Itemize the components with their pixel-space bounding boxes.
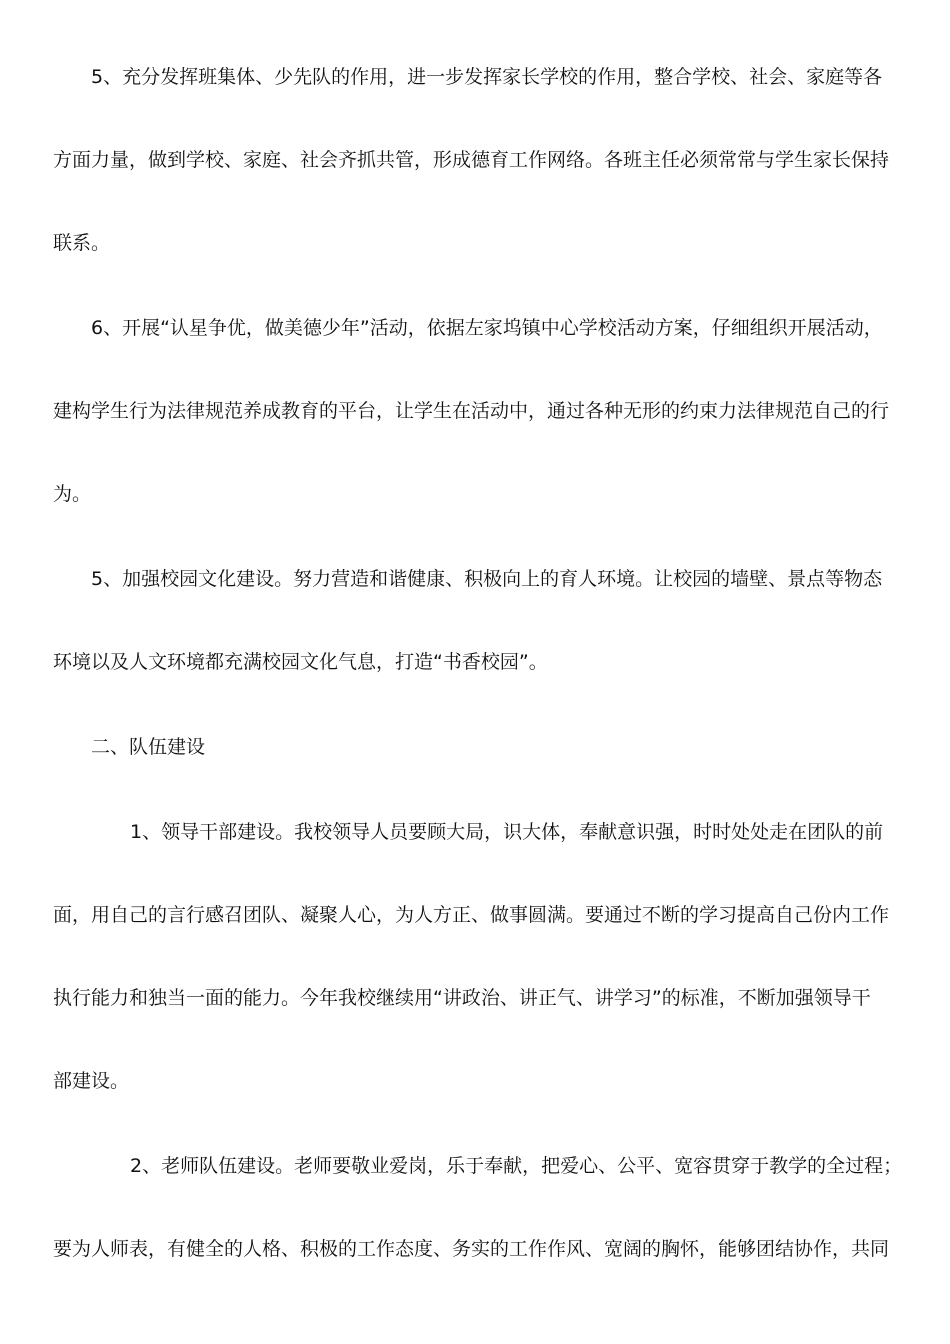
paragraph-line: 建构学生行为法律规范养成教育的平台，让学生在活动中，通过各种无形的约束力法律规范自己的行 xyxy=(53,400,890,422)
paragraph-line: 要为人师表，有健全的人格、积极的工作态度、务实的工作作风、宽阔的胸怀，能够团结协作，共同 xyxy=(53,1238,890,1260)
paragraph-line: 2、老师队伍建设。老师要敬业爱岗，乐于奉献，把爱心、公平、宽容贯穿于教学的全过程； xyxy=(130,1155,903,1177)
section-heading: 二、队伍建设 xyxy=(91,736,206,758)
paragraph-line: 方面力量，做到学校、家庭、社会齐抓共管，形成德育工作网络。各班主任必须常常与学生家长保持 xyxy=(53,149,890,171)
paragraph-line: 1、领导干部建设。我校领导人员要顾大局，识大体，奉献意识强，时时处处走在团队的前 xyxy=(130,821,884,843)
paragraph-line: 执行能力和独当一面的能力。今年我校继续用“讲政治、讲正气、讲学习”的标准，不断加强领导干 xyxy=(53,987,871,1009)
paragraph-line: 面，用自己的言行感召团队、凝聚人心，为人方正、做事圆满。要通过不断的学习提高自己份内工作 xyxy=(53,904,890,926)
paragraph-line: 为。 xyxy=(53,483,92,505)
paragraph-line: 环境以及人文环境都充满校园文化气息，打造“书香校园”。 xyxy=(53,651,548,673)
paragraph-line: 6、开展“认星争优，做美德少年”活动，依据左家坞镇中心学校活动方案，仔细组织开展活动， xyxy=(91,317,883,339)
paragraph-line: 5、加强校园文化建设。努力营造和谐健康、积极向上的育人环境。让校园的墙壁、景点等物态 xyxy=(91,568,883,590)
paragraph-line: 5、充分发挥班集体、少先队的作用，进一步发挥家长学校的作用，整合学校、社会、家庭等各 xyxy=(91,66,883,88)
paragraph-line: 联系。 xyxy=(53,232,111,254)
paragraph-line: 部建设。 xyxy=(53,1070,130,1092)
